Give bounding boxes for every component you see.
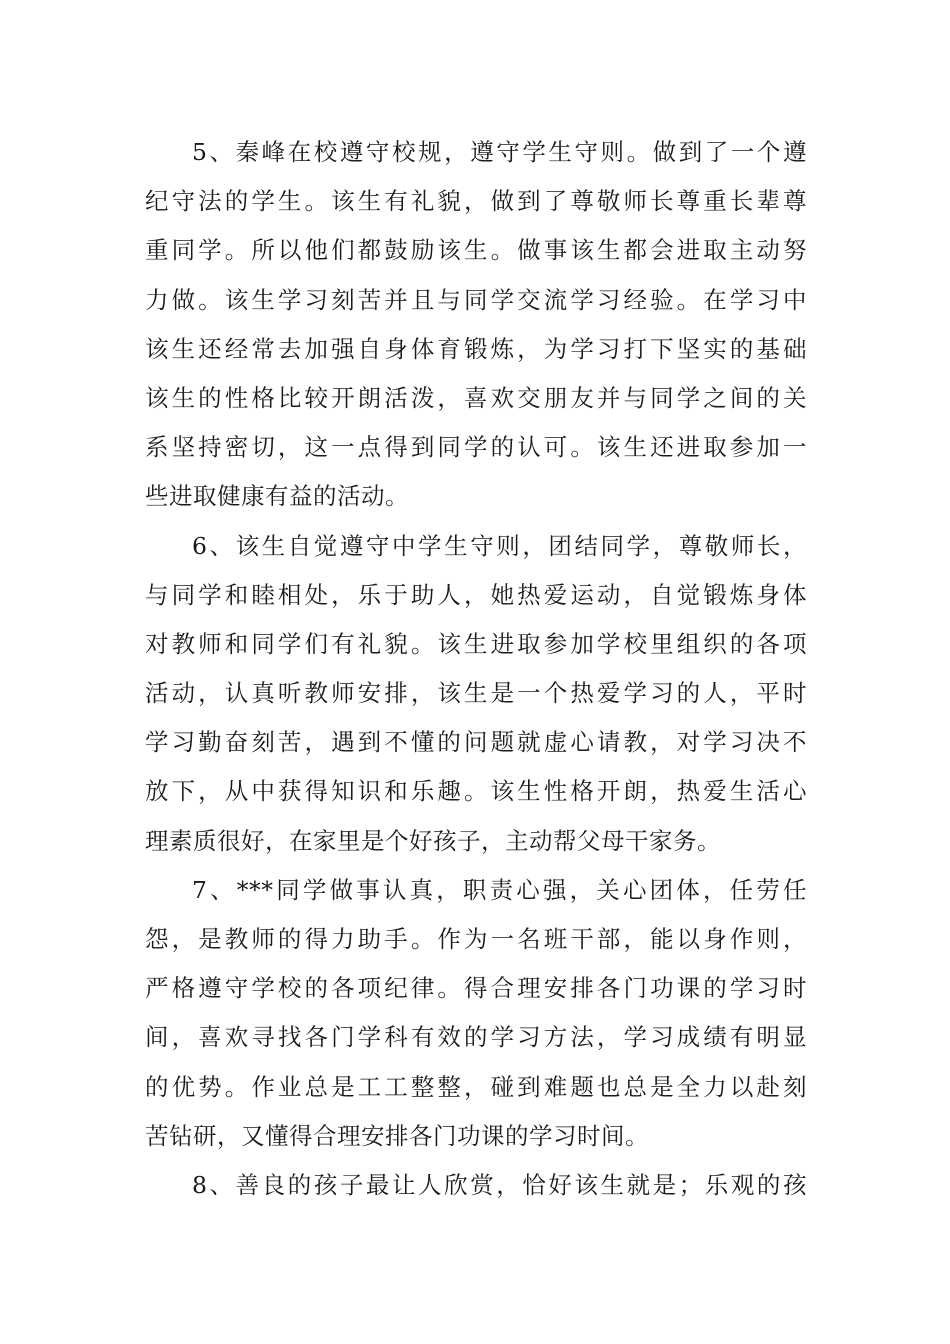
text-line: 学习勤奋刻苦，遇到不懂的问题就虚心请教，对学习决不 bbox=[145, 728, 807, 757]
text-line: 纪守法的学生。该生有礼貌，做到了尊敬师长尊重长辈尊 bbox=[145, 187, 807, 216]
text-line: 怨，是教师的得力助手。作为一名班干部，能以身作则， bbox=[145, 925, 807, 953]
text-line: 放下，从中获得知识和乐趣。该生性格开朗，热爱生活心 bbox=[145, 777, 807, 806]
text-line: 5、秦峰在校遵守校规，遵守学生守则。做到了一个遵 bbox=[192, 138, 807, 166]
text-line: 苦钻研，又懂得合理安排各门功课的学习时间。 bbox=[145, 1121, 649, 1150]
text-line: 对教师和同学们有礼貌。该生进取参加学校里组织的各项 bbox=[145, 629, 807, 658]
text-line: 理素质很好，在家里是个好孩子，主动帮父母干家务。 bbox=[145, 826, 721, 855]
document-page bbox=[145, 128, 807, 1210]
text-line: 力做。该生学习刻苦并且与同学交流学习经验。在学习中 bbox=[145, 285, 807, 314]
text-line: 与同学和睦相处，乐于助人，她热爱运动，自觉锻炼身体 bbox=[145, 580, 807, 609]
text-line: 该生的性格比较开朗活泼，喜欢交朋友并与同学之间的关 bbox=[145, 383, 807, 412]
paragraph-8 bbox=[145, 1161, 807, 1210]
text-line: 些进取健康有益的活动。 bbox=[145, 482, 409, 511]
text-line: 严格遵守学校的各项纪律。得合理安排各门功课的学习时 bbox=[145, 974, 807, 1003]
text-line: 该生还经常去加强自身体育锻炼，为学习打下坚实的基础 bbox=[145, 334, 807, 363]
text-line: 系坚持密切，这一点得到同学的认可。该生还进取参加一 bbox=[145, 433, 807, 462]
paragraph-6 bbox=[145, 522, 807, 866]
paragraph-5 bbox=[145, 128, 807, 522]
text-line: 重同学。所以他们都鼓励该生。做事该生都会进取主动努 bbox=[145, 236, 807, 265]
text-line: 的优势。作业总是工工整整，碰到难题也总是全力以赴刻 bbox=[145, 1072, 807, 1101]
text-line: 8、善良的孩子最让人欣赏，恰好该生就是；乐观的孩 bbox=[192, 1170, 807, 1199]
text-line: 7、***同学做事认真，职责心强，关心团体，任劳任 bbox=[192, 875, 807, 904]
text-line: 活动，认真听教师安排，该生是一个热爱学习的人，平时 bbox=[145, 679, 807, 708]
text-line: 6、该生自觉遵守中学生守则，团结同学，尊敬师长， bbox=[192, 531, 807, 560]
paragraph-7 bbox=[145, 866, 807, 1161]
text-line: 间，喜欢寻找各门学科有效的学习方法，学习成绩有明显 bbox=[145, 1023, 807, 1052]
